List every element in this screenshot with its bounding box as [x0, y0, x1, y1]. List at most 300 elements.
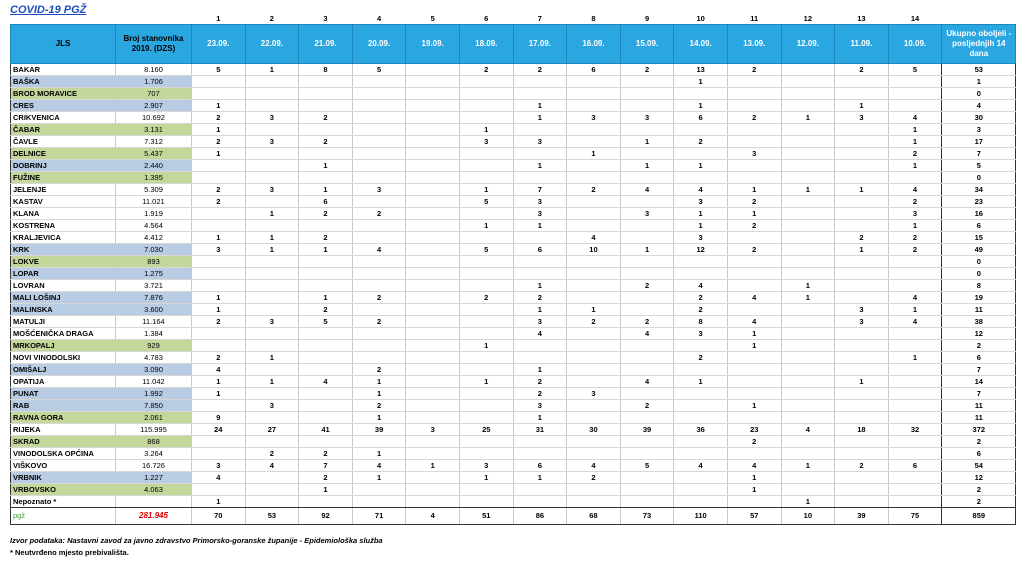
daily-cases: [352, 88, 406, 100]
municipality-name: BAKAR: [11, 64, 116, 76]
column-number: 2: [269, 14, 274, 23]
daily-cases: [406, 388, 460, 400]
daily-cases: [513, 484, 567, 496]
header-row: [11, 25, 1016, 64]
population-value: 11.021: [116, 196, 192, 208]
daily-cases: 3: [513, 400, 567, 412]
daily-cases: 1: [674, 160, 728, 172]
daily-cases: 5: [192, 64, 246, 76]
daily-cases: [674, 448, 728, 460]
table-row: [11, 172, 1016, 184]
daily-cases: 1: [674, 208, 728, 220]
table-row: [11, 76, 1016, 88]
population-value: 7.030: [116, 244, 192, 256]
daily-cases: [620, 388, 674, 400]
table-row: [11, 100, 1016, 112]
daily-cases: [459, 316, 513, 328]
daily-cases: [459, 100, 513, 112]
daily-cases: [299, 328, 353, 340]
daily-cases: [245, 436, 299, 448]
header-date: 13.09.: [727, 25, 781, 64]
table-row: [11, 124, 1016, 136]
daily-cases: [620, 352, 674, 364]
daily-cases: 2: [192, 316, 246, 328]
daily-cases: [727, 256, 781, 268]
population-value: 1.275: [116, 268, 192, 280]
daily-cases: 1: [835, 376, 889, 388]
daily-cases: [888, 412, 942, 424]
daily-cases: 4: [888, 292, 942, 304]
daily-cases: [299, 412, 353, 424]
daily-cases: 1: [513, 112, 567, 124]
summary-daily-cases: 51: [459, 508, 513, 525]
daily-cases: [245, 412, 299, 424]
daily-cases: 18: [835, 424, 889, 436]
header-date: 14.09.: [674, 25, 728, 64]
daily-cases: [459, 76, 513, 88]
daily-cases: [406, 304, 460, 316]
daily-cases: [620, 256, 674, 268]
daily-cases: [727, 268, 781, 280]
table-row: [11, 244, 1016, 256]
daily-cases: [727, 496, 781, 508]
daily-cases: [513, 268, 567, 280]
column-number: 6: [484, 14, 489, 23]
municipality-name: DOBRINJ: [11, 160, 116, 172]
summary-daily-cases: 53: [245, 508, 299, 525]
daily-cases: [727, 376, 781, 388]
daily-cases: 1: [727, 472, 781, 484]
municipality-name: LOVRAN: [11, 280, 116, 292]
daily-cases: [781, 244, 835, 256]
total-cases: 38: [942, 316, 1016, 328]
daily-cases: [674, 172, 728, 184]
daily-cases: 1: [352, 448, 406, 460]
daily-cases: [888, 172, 942, 184]
daily-cases: [459, 436, 513, 448]
daily-cases: 2: [727, 112, 781, 124]
daily-cases: 2: [352, 400, 406, 412]
daily-cases: [299, 148, 353, 160]
table-row: [11, 160, 1016, 172]
total-cases: 4: [942, 100, 1016, 112]
population-value: 868: [116, 436, 192, 448]
daily-cases: [459, 484, 513, 496]
daily-cases: 4: [352, 244, 406, 256]
daily-cases: 12: [674, 244, 728, 256]
daily-cases: [352, 160, 406, 172]
daily-cases: 1: [620, 244, 674, 256]
daily-cases: [674, 400, 728, 412]
daily-cases: [352, 220, 406, 232]
population-value: 11.042: [116, 376, 192, 388]
daily-cases: [727, 448, 781, 460]
daily-cases: [459, 388, 513, 400]
daily-cases: 4: [727, 460, 781, 472]
table-row: [11, 184, 1016, 196]
population-value: 3.721: [116, 280, 192, 292]
daily-cases: [620, 448, 674, 460]
total-cases: 2: [942, 496, 1016, 508]
municipality-name: KOSTRENA: [11, 220, 116, 232]
total-cases: 12: [942, 472, 1016, 484]
municipality-name: NOVI VINODOLSKI: [11, 352, 116, 364]
summary-label: pgž: [11, 508, 116, 525]
daily-cases: [513, 340, 567, 352]
daily-cases: 1: [567, 148, 621, 160]
daily-cases: 1: [674, 76, 728, 88]
daily-cases: 3: [567, 388, 621, 400]
daily-cases: [835, 364, 889, 376]
municipality-name: BROD MORAVICE: [11, 88, 116, 100]
daily-cases: [192, 448, 246, 460]
column-number: 13: [857, 14, 866, 23]
daily-cases: [245, 340, 299, 352]
daily-cases: [620, 436, 674, 448]
daily-cases: [459, 232, 513, 244]
daily-cases: [245, 472, 299, 484]
header-date: 15.09.: [620, 25, 674, 64]
daily-cases: [620, 196, 674, 208]
population-value: 707: [116, 88, 192, 100]
daily-cases: [835, 292, 889, 304]
daily-cases: 2: [888, 148, 942, 160]
population-value: 3.131: [116, 124, 192, 136]
daily-cases: [406, 328, 460, 340]
daily-cases: [781, 88, 835, 100]
daily-cases: 1: [727, 484, 781, 496]
population-value: 115.995: [116, 424, 192, 436]
population-value: [116, 496, 192, 508]
daily-cases: 2: [567, 472, 621, 484]
daily-cases: [459, 304, 513, 316]
daily-cases: [459, 208, 513, 220]
daily-cases: 24: [192, 424, 246, 436]
daily-cases: [888, 388, 942, 400]
table-row: [11, 208, 1016, 220]
daily-cases: 1: [352, 376, 406, 388]
daily-cases: [192, 328, 246, 340]
daily-cases: [406, 100, 460, 112]
daily-cases: 2: [352, 316, 406, 328]
population-value: 11.164: [116, 316, 192, 328]
daily-cases: [406, 256, 460, 268]
municipality-name: VRBOVSKO: [11, 484, 116, 496]
daily-cases: [727, 172, 781, 184]
daily-cases: [406, 184, 460, 196]
daily-cases: 3: [406, 424, 460, 436]
daily-cases: [620, 100, 674, 112]
daily-cases: 5: [459, 196, 513, 208]
daily-cases: 2: [513, 292, 567, 304]
daily-cases: 1: [192, 376, 246, 388]
daily-cases: 2: [192, 352, 246, 364]
daily-cases: [674, 340, 728, 352]
daily-cases: 10: [567, 244, 621, 256]
daily-cases: [781, 412, 835, 424]
daily-cases: [459, 412, 513, 424]
daily-cases: [620, 472, 674, 484]
table-row: [11, 472, 1016, 484]
population-value: 2.440: [116, 160, 192, 172]
daily-cases: 5: [299, 316, 353, 328]
daily-cases: 2: [192, 112, 246, 124]
daily-cases: [781, 400, 835, 412]
daily-cases: 3: [888, 208, 942, 220]
table-row: [11, 460, 1016, 472]
total-cases: 11: [942, 400, 1016, 412]
daily-cases: 1: [513, 280, 567, 292]
daily-cases: 3: [513, 316, 567, 328]
daily-cases: 2: [620, 64, 674, 76]
daily-cases: [888, 76, 942, 88]
daily-cases: 1: [245, 232, 299, 244]
daily-cases: [888, 340, 942, 352]
daily-cases: [245, 88, 299, 100]
total-cases: 8: [942, 280, 1016, 292]
daily-cases: 1: [888, 304, 942, 316]
daily-cases: [245, 100, 299, 112]
summary-daily-cases: 68: [567, 508, 621, 525]
daily-cases: [835, 340, 889, 352]
daily-cases: 6: [513, 460, 567, 472]
daily-cases: 2: [835, 232, 889, 244]
daily-cases: [835, 256, 889, 268]
daily-cases: 1: [352, 388, 406, 400]
daily-cases: 5: [620, 460, 674, 472]
column-number: 4: [376, 14, 382, 23]
daily-cases: 2: [299, 208, 353, 220]
daily-cases: [567, 376, 621, 388]
summary-daily-cases: 10: [781, 508, 835, 525]
population-value: 2.907: [116, 100, 192, 112]
daily-cases: [835, 496, 889, 508]
daily-cases: 3: [245, 316, 299, 328]
daily-cases: [406, 112, 460, 124]
daily-cases: 2: [299, 472, 353, 484]
population-value: 3.600: [116, 304, 192, 316]
daily-cases: [567, 328, 621, 340]
daily-cases: [245, 304, 299, 316]
table-row: [11, 148, 1016, 160]
population-value: 5.309: [116, 184, 192, 196]
daily-cases: 1: [299, 184, 353, 196]
daily-cases: [299, 88, 353, 100]
daily-cases: [406, 364, 460, 376]
population-value: 929: [116, 340, 192, 352]
population-value: 1.706: [116, 76, 192, 88]
total-cases: 11: [942, 412, 1016, 424]
daily-cases: [299, 280, 353, 292]
daily-cases: [352, 136, 406, 148]
daily-cases: [459, 268, 513, 280]
daily-cases: [781, 436, 835, 448]
daily-cases: [406, 172, 460, 184]
daily-cases: [567, 220, 621, 232]
daily-cases: [245, 148, 299, 160]
daily-cases: 2: [620, 316, 674, 328]
population-value: 893: [116, 256, 192, 268]
daily-cases: [674, 412, 728, 424]
total-cases: 372: [942, 424, 1016, 436]
table-row: [11, 256, 1016, 268]
municipality-name: VIŠKOVO: [11, 460, 116, 472]
header-total: Ukupno oboljeli - posljednjih 14 dana: [942, 25, 1016, 64]
daily-cases: 1: [299, 484, 353, 496]
daily-cases: [459, 280, 513, 292]
table-row: [11, 112, 1016, 124]
total-cases: 3: [942, 124, 1016, 136]
total-cases: 16: [942, 208, 1016, 220]
daily-cases: 1: [352, 472, 406, 484]
daily-cases: 4: [567, 460, 621, 472]
daily-cases: 1: [245, 352, 299, 364]
daily-cases: [567, 352, 621, 364]
total-cases: 12: [942, 328, 1016, 340]
daily-cases: [727, 136, 781, 148]
daily-cases: [406, 244, 460, 256]
daily-cases: [781, 268, 835, 280]
daily-cases: [245, 124, 299, 136]
daily-cases: [192, 160, 246, 172]
daily-cases: 2: [620, 400, 674, 412]
daily-cases: [835, 436, 889, 448]
daily-cases: [888, 256, 942, 268]
daily-cases: [513, 448, 567, 460]
daily-cases: 2: [352, 292, 406, 304]
daily-cases: [620, 76, 674, 88]
daily-cases: [513, 352, 567, 364]
daily-cases: 39: [352, 424, 406, 436]
column-number: 12: [803, 14, 812, 23]
daily-cases: [888, 496, 942, 508]
daily-cases: [245, 220, 299, 232]
daily-cases: [888, 280, 942, 292]
daily-cases: [459, 400, 513, 412]
municipality-name: CRES: [11, 100, 116, 112]
population-value: 4.063: [116, 484, 192, 496]
daily-cases: [781, 136, 835, 148]
municipality-name: SKRAD: [11, 436, 116, 448]
header-date: 16.09.: [567, 25, 621, 64]
daily-cases: 1: [299, 244, 353, 256]
daily-cases: [567, 340, 621, 352]
daily-cases: 2: [567, 316, 621, 328]
daily-cases: 6: [888, 460, 942, 472]
daily-cases: 2: [888, 232, 942, 244]
population-value: 5.437: [116, 148, 192, 160]
population-value: 8.160: [116, 64, 192, 76]
daily-cases: 2: [245, 448, 299, 460]
municipality-name: MATULJI: [11, 316, 116, 328]
daily-cases: 3: [835, 304, 889, 316]
daily-cases: [835, 220, 889, 232]
daily-cases: [727, 352, 781, 364]
total-cases: 6: [942, 352, 1016, 364]
daily-cases: 1: [352, 412, 406, 424]
daily-cases: [781, 388, 835, 400]
column-number: 9: [644, 14, 650, 23]
summary-daily-cases: 39: [835, 508, 889, 525]
daily-cases: [567, 136, 621, 148]
daily-cases: [192, 280, 246, 292]
daily-cases: [781, 100, 835, 112]
total-cases: 19: [942, 292, 1016, 304]
municipality-name: KASTAV: [11, 196, 116, 208]
daily-cases: 1: [567, 304, 621, 316]
daily-cases: [299, 340, 353, 352]
population-value: 3.090: [116, 364, 192, 376]
daily-cases: [352, 496, 406, 508]
daily-cases: [245, 76, 299, 88]
daily-cases: 1: [674, 100, 728, 112]
daily-cases: 9: [192, 412, 246, 424]
daily-cases: 2: [513, 64, 567, 76]
daily-cases: [406, 292, 460, 304]
daily-cases: [888, 472, 942, 484]
daily-cases: 3: [192, 244, 246, 256]
summary-daily-cases: 92: [299, 508, 353, 525]
total-cases: 2: [942, 436, 1016, 448]
total-cases: 17: [942, 136, 1016, 148]
daily-cases: 3: [620, 208, 674, 220]
daily-cases: 1: [299, 292, 353, 304]
daily-cases: [835, 400, 889, 412]
daily-cases: 2: [567, 184, 621, 196]
daily-cases: [620, 232, 674, 244]
daily-cases: 2: [727, 244, 781, 256]
total-cases: 23: [942, 196, 1016, 208]
daily-cases: 1: [781, 460, 835, 472]
daily-cases: [406, 280, 460, 292]
daily-cases: [567, 76, 621, 88]
daily-cases: [513, 496, 567, 508]
daily-cases: 3: [727, 148, 781, 160]
column-number: 8: [591, 14, 596, 23]
daily-cases: 1: [192, 388, 246, 400]
population-value: 1.992: [116, 388, 192, 400]
summary-total: 859: [942, 508, 1016, 525]
daily-cases: 8: [299, 64, 353, 76]
daily-cases: 1: [888, 136, 942, 148]
daily-cases: 5: [888, 64, 942, 76]
daily-cases: 4: [513, 328, 567, 340]
daily-cases: 1: [192, 232, 246, 244]
daily-cases: [192, 172, 246, 184]
daily-cases: [781, 364, 835, 376]
daily-cases: [459, 112, 513, 124]
daily-cases: [835, 160, 889, 172]
daily-cases: 1: [513, 160, 567, 172]
daily-cases: 1: [620, 160, 674, 172]
daily-cases: [299, 400, 353, 412]
daily-cases: [888, 88, 942, 100]
daily-cases: 1: [459, 472, 513, 484]
daily-cases: [567, 412, 621, 424]
total-cases: 1: [942, 76, 1016, 88]
total-cases: 53: [942, 64, 1016, 76]
daily-cases: [352, 232, 406, 244]
daily-cases: [888, 436, 942, 448]
summary-population: 281.945: [116, 508, 192, 525]
total-cases: 0: [942, 256, 1016, 268]
daily-cases: [835, 196, 889, 208]
daily-cases: [781, 316, 835, 328]
population-value: 1.227: [116, 472, 192, 484]
daily-cases: 1: [781, 184, 835, 196]
total-cases: 2: [942, 484, 1016, 496]
daily-cases: 1: [513, 220, 567, 232]
